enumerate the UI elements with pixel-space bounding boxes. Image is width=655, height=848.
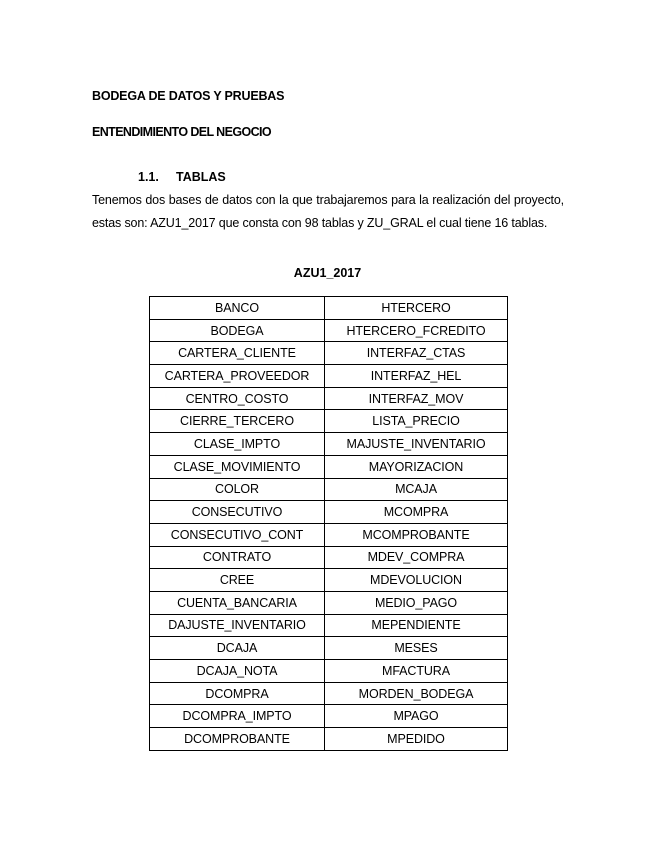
table-row [150, 591, 508, 614]
table-row [150, 523, 508, 546]
table-cell: DCAJA [150, 637, 325, 660]
table-cell: DAJUSTE_INVENTARIO [150, 614, 325, 637]
table-cell: MEPENDIENTE [325, 614, 508, 637]
subsection-number: 1.1. [138, 170, 159, 184]
table-cell: MPAGO [325, 705, 508, 728]
table-cell: LISTA_PRECIO [325, 410, 508, 433]
table-cell: MPEDIDO [325, 728, 508, 751]
table-row [150, 455, 508, 478]
table-cell: HTERCERO_FCREDITO [325, 319, 508, 342]
table-row [150, 387, 508, 410]
table-cell: MESES [325, 637, 508, 660]
table-title: AZU1_2017 [293, 266, 362, 280]
table-cell: MDEVOLUCION [325, 569, 508, 592]
document-title: BODEGA DE DATOS Y PRUEBAS [92, 89, 285, 103]
table-cell: MCAJA [325, 478, 508, 501]
table-cell: CARTERA_PROVEEDOR [150, 365, 325, 388]
table-cell: MDEV_COMPRA [325, 546, 508, 569]
table-row [150, 637, 508, 660]
table-row [150, 342, 508, 365]
table-cell: CONSECUTIVO_CONT [150, 523, 325, 546]
table-cell: MAJUSTE_INVENTARIO [325, 433, 508, 456]
section-heading: ENTENDIMIENTO DEL NEGOCIO [92, 125, 272, 139]
table-row [150, 365, 508, 388]
table-cell: BODEGA [150, 319, 325, 342]
table-cell: MCOMPRA [325, 501, 508, 524]
table-cell: MCOMPROBANTE [325, 523, 508, 546]
table-cell: BANCO [150, 297, 325, 320]
table-cell: COLOR [150, 478, 325, 501]
table-row [150, 705, 508, 728]
table-row [150, 728, 508, 751]
table-row [150, 614, 508, 637]
table-cell: CARTERA_CLIENTE [150, 342, 325, 365]
table-row [150, 501, 508, 524]
tables-list-table [149, 296, 508, 751]
table-cell: MEDIO_PAGO [325, 591, 508, 614]
subsection-title: TABLAS [176, 170, 226, 184]
table-cell: DCOMPRA_IMPTO [150, 705, 325, 728]
table-cell: DCOMPRA [150, 682, 325, 705]
table-cell: CREE [150, 569, 325, 592]
table-cell: CENTRO_COSTO [150, 387, 325, 410]
intro-paragraph: Tenemos dos bases de datos con la que trabajaremos para la realización del proyecto, estas son: AZU1_2017 que consta con 98 tablas y ZU_GRAL el cual tiene 16 tablas. [92, 193, 564, 230]
table-cell: CLASE_MOVIMIENTO [150, 455, 325, 478]
table-cell: MFACTURA [325, 660, 508, 683]
table-row [150, 478, 508, 501]
subsection-heading [138, 170, 226, 184]
table-row [150, 682, 508, 705]
table-cell: DCOMPROBANTE [150, 728, 325, 751]
table-row [150, 319, 508, 342]
table-row [150, 297, 508, 320]
table-row [150, 660, 508, 683]
table-body [150, 297, 508, 751]
table-cell: INTERFAZ_CTAS [325, 342, 508, 365]
table-cell: HTERCERO [325, 297, 508, 320]
table-row [150, 410, 508, 433]
table-cell: CLASE_IMPTO [150, 433, 325, 456]
table-row [150, 546, 508, 569]
table-row [150, 433, 508, 456]
table-cell: CUENTA_BANCARIA [150, 591, 325, 614]
table-cell: CONTRATO [150, 546, 325, 569]
table-cell: INTERFAZ_HEL [325, 365, 508, 388]
table-cell: MORDEN_BODEGA [325, 682, 508, 705]
table-cell: MAYORIZACION [325, 455, 508, 478]
table-cell: CONSECUTIVO [150, 501, 325, 524]
table-cell: CIERRE_TERCERO [150, 410, 325, 433]
table-cell: INTERFAZ_MOV [325, 387, 508, 410]
table-row [150, 569, 508, 592]
table-cell: DCAJA_NOTA [150, 660, 325, 683]
